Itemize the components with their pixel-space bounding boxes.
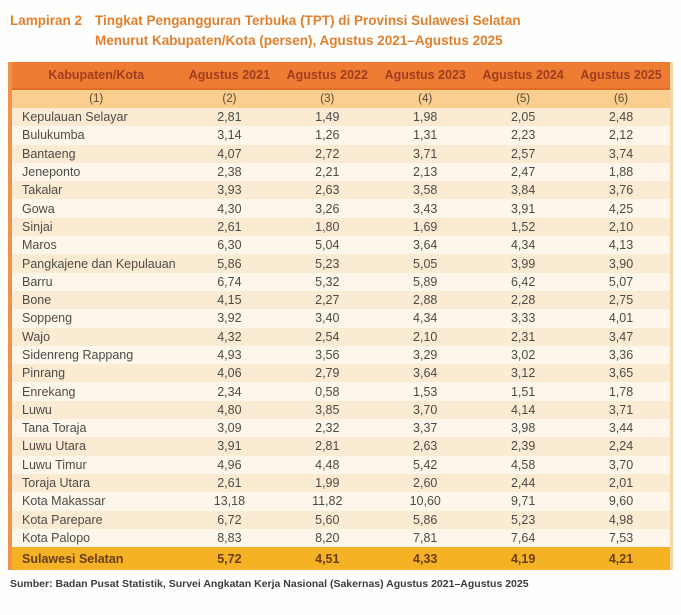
column-index-5: (5): [474, 89, 572, 108]
tpt-value: 7,81: [376, 529, 474, 547]
tpt-value: 1,78: [572, 382, 670, 400]
tpt-value: 2,88: [376, 291, 474, 309]
tpt-value: 3,84: [474, 181, 572, 199]
tpt-value: 4,80: [180, 401, 278, 419]
tpt-value: 3,47: [572, 328, 670, 346]
table-row: [12, 218, 670, 236]
title-block: [8, 11, 673, 51]
table-row: [12, 126, 670, 144]
tpt-value: 3,64: [376, 364, 474, 382]
tpt-value: 4,48: [278, 456, 376, 474]
region-name: Toraja Utara: [12, 474, 180, 492]
tpt-value: 2,47: [474, 163, 572, 181]
tpt-value: 2,10: [572, 218, 670, 236]
tpt-value: 2,60: [376, 474, 474, 492]
tpt-value: 5,89: [376, 273, 474, 291]
table-row: [12, 309, 670, 327]
tpt-value: 0,58: [278, 382, 376, 400]
region-name: Bulukumba: [12, 126, 180, 144]
table-row: [12, 419, 670, 437]
tpt-value: 5,42: [376, 456, 474, 474]
tpt-value: 3,92: [180, 309, 278, 327]
table-row: [12, 291, 670, 309]
region-name: Pangkajene dan Kepulauan: [12, 254, 180, 272]
tpt-value: 3,09: [180, 419, 278, 437]
table-row: [12, 181, 670, 199]
tpt-value: 5,23: [474, 511, 572, 529]
tpt-value: 3,90: [572, 254, 670, 272]
table-row: [12, 492, 670, 510]
tpt-value: 3,12: [474, 364, 572, 382]
tpt-value: 5,32: [278, 273, 376, 291]
tpt-value: 4,15: [180, 291, 278, 309]
total-row: [12, 547, 670, 570]
tpt-value: 2,28: [474, 291, 572, 309]
tpt-value: 5,05: [376, 254, 474, 272]
tpt-value: 3,02: [474, 346, 572, 364]
region-name: Takalar: [12, 181, 180, 199]
tpt-value: 4,07: [180, 145, 278, 163]
tpt-value: 3,70: [376, 401, 474, 419]
table-row: [12, 199, 670, 217]
column-index-row: [12, 89, 670, 108]
region-name: Wajo: [12, 328, 180, 346]
table-row: [12, 437, 670, 455]
tpt-value: 5,23: [278, 254, 376, 272]
tpt-value: 2,79: [278, 364, 376, 382]
region-name: Gowa: [12, 199, 180, 217]
tpt-value: 4,34: [376, 309, 474, 327]
page-title-line1: Tingkat Pengangguran Terbuka (TPT) di Provinsi Sulawesi Selatan: [95, 13, 521, 28]
region-name: Sinjai: [12, 218, 180, 236]
tpt-value: 11,82: [278, 492, 376, 510]
tpt-value: 2,23: [474, 126, 572, 144]
table-row: [12, 346, 670, 364]
tpt-value: 3,71: [572, 401, 670, 419]
tpt-value: 3,98: [474, 419, 572, 437]
tpt-value: 5,60: [278, 511, 376, 529]
page-title: [95, 11, 521, 51]
region-name: Luwu Timur: [12, 456, 180, 474]
tpt-value: 4,93: [180, 346, 278, 364]
column-header-aug2024: Agustus 2024: [474, 62, 572, 89]
tpt-value: 5,07: [572, 273, 670, 291]
column-header-row: [12, 62, 670, 89]
tpt-value: 9,60: [572, 492, 670, 510]
tpt-value: 4,25: [572, 199, 670, 217]
region-name: Kota Parepare: [12, 511, 180, 529]
tpt-value: 5,86: [180, 254, 278, 272]
page-title-line2: Menurut Kabupaten/Kota (persen), Agustus 2021–Agustus 2025: [95, 33, 503, 48]
table-header: [12, 62, 670, 108]
tpt-value: 4,06: [180, 364, 278, 382]
region-name: Kepulauan Selayar: [12, 108, 180, 126]
tpt-value: 1,49: [278, 108, 376, 126]
tpt-value: 3,56: [278, 346, 376, 364]
region-name: Enrekang: [12, 382, 180, 400]
tpt-value: 1,26: [278, 126, 376, 144]
column-index-3: (3): [278, 89, 376, 108]
region-name: Soppeng: [12, 309, 180, 327]
tpt-value: 1,98: [376, 108, 474, 126]
tpt-value: 2,48: [572, 108, 670, 126]
tpt-value: 2,81: [278, 437, 376, 455]
tpt-value: 3,93: [180, 181, 278, 199]
tpt-value: 9,71: [474, 492, 572, 510]
tpt-value: 2,63: [278, 181, 376, 199]
tpt-value: 3,58: [376, 181, 474, 199]
tpt-value: 2,05: [474, 108, 572, 126]
tpt-value: 2,24: [572, 437, 670, 455]
tpt-value: 10,60: [376, 492, 474, 510]
total-value: 4,19: [474, 547, 572, 570]
column-index-2: (2): [180, 89, 278, 108]
region-name: Barru: [12, 273, 180, 291]
tpt-value: 1,80: [278, 218, 376, 236]
tpt-value: 3,76: [572, 181, 670, 199]
table-row: [12, 254, 670, 272]
tpt-value: 3,64: [376, 236, 474, 254]
column-index-1: (1): [12, 89, 180, 108]
tpt-value: 1,88: [572, 163, 670, 181]
tpt-value: 2,12: [572, 126, 670, 144]
tpt-value: 2,21: [278, 163, 376, 181]
tpt-value: 3,37: [376, 419, 474, 437]
tpt-value: 4,30: [180, 199, 278, 217]
tpt-value: 2,72: [278, 145, 376, 163]
region-name: Kota Makassar: [12, 492, 180, 510]
table-row: [12, 529, 670, 547]
region-name: Luwu: [12, 401, 180, 419]
tpt-value: 2,31: [474, 328, 572, 346]
column-index-6: (6): [572, 89, 670, 108]
source-note: Sumber: Badan Pusat Statistik, Survei Angkatan Kerja Nasional (Sakernas) Agustus 2021–Agustus 2025: [10, 578, 529, 591]
total-value: 5,72: [180, 547, 278, 570]
tpt-value: 4,98: [572, 511, 670, 529]
tpt-value: 2,10: [376, 328, 474, 346]
total-row-name: Sulawesi Selatan: [12, 547, 180, 570]
tpt-value: 2,01: [572, 474, 670, 492]
total-value: 4,51: [278, 547, 376, 570]
tpt-value: 1,51: [474, 382, 572, 400]
tpt-value: 2,34: [180, 382, 278, 400]
region-name: Bone: [12, 291, 180, 309]
tpt-value: 2,54: [278, 328, 376, 346]
total-value: 4,21: [572, 547, 670, 570]
table-row: [12, 328, 670, 346]
region-name: Maros: [12, 236, 180, 254]
table-row: [12, 364, 670, 382]
tpt-table: [12, 62, 670, 570]
tpt-value: 2,81: [180, 108, 278, 126]
tpt-value: 3,74: [572, 145, 670, 163]
tpt-value: 1,99: [278, 474, 376, 492]
tpt-value: 2,13: [376, 163, 474, 181]
table-row: [12, 273, 670, 291]
tpt-value: 3,91: [180, 437, 278, 455]
tpt-value: 4,14: [474, 401, 572, 419]
tpt-value: 1,69: [376, 218, 474, 236]
tpt-value: 4,13: [572, 236, 670, 254]
tpt-value: 4,58: [474, 456, 572, 474]
tpt-value: 3,29: [376, 346, 474, 364]
tpt-value: 2,57: [474, 145, 572, 163]
tpt-table-wrap: [8, 62, 673, 570]
tpt-value: 8,83: [180, 529, 278, 547]
tpt-value: 2,39: [474, 437, 572, 455]
tpt-value: 3,36: [572, 346, 670, 364]
table-row: [12, 236, 670, 254]
tpt-value: 3,99: [474, 254, 572, 272]
tpt-value: 2,44: [474, 474, 572, 492]
region-name: Kota Palopo: [12, 529, 180, 547]
tpt-value: 1,52: [474, 218, 572, 236]
column-header-region: Kabupaten/Kota: [12, 62, 180, 89]
column-index-4: (4): [376, 89, 474, 108]
table-row: [12, 145, 670, 163]
tpt-value: 6,74: [180, 273, 278, 291]
tpt-value: 6,72: [180, 511, 278, 529]
table-body: [12, 108, 670, 547]
region-name: Bantaeng: [12, 145, 180, 163]
tpt-value: 2,75: [572, 291, 670, 309]
tpt-value: 6,30: [180, 236, 278, 254]
tpt-value: 5,86: [376, 511, 474, 529]
tpt-value: 3,85: [278, 401, 376, 419]
tpt-value: 3,71: [376, 145, 474, 163]
column-header-aug2022: Agustus 2022: [278, 62, 376, 89]
tpt-value: 7,53: [572, 529, 670, 547]
tpt-value: 1,31: [376, 126, 474, 144]
table-row: [12, 382, 670, 400]
tpt-value: 3,70: [572, 456, 670, 474]
tpt-value: 3,65: [572, 364, 670, 382]
tpt-value: 4,96: [180, 456, 278, 474]
table-footer: [12, 547, 670, 570]
column-header-aug2021: Agustus 2021: [180, 62, 278, 89]
tpt-value: 6,42: [474, 273, 572, 291]
column-header-aug2023: Agustus 2023: [376, 62, 474, 89]
tpt-value: 3,91: [474, 199, 572, 217]
tpt-value: 8,20: [278, 529, 376, 547]
table-row: [12, 456, 670, 474]
tpt-value: 4,34: [474, 236, 572, 254]
region-name: Luwu Utara: [12, 437, 180, 455]
tpt-value: 3,26: [278, 199, 376, 217]
tpt-value: 1,53: [376, 382, 474, 400]
tpt-value: 4,01: [572, 309, 670, 327]
table-row: [12, 474, 670, 492]
table-row: [12, 401, 670, 419]
tpt-value: 2,27: [278, 291, 376, 309]
tpt-value: 2,61: [180, 218, 278, 236]
tpt-value: 2,32: [278, 419, 376, 437]
region-name: Tana Toraja: [12, 419, 180, 437]
tpt-value: 3,14: [180, 126, 278, 144]
region-name: Pinrang: [12, 364, 180, 382]
tpt-value: 3,40: [278, 309, 376, 327]
table-row: [12, 108, 670, 126]
table-row: [12, 163, 670, 181]
tpt-value: 4,32: [180, 328, 278, 346]
table-row: [12, 511, 670, 529]
region-name: Jeneponto: [12, 163, 180, 181]
tpt-value: 2,61: [180, 474, 278, 492]
region-name: Sidenreng Rappang: [12, 346, 180, 364]
tpt-value: 5,04: [278, 236, 376, 254]
tpt-value: 3,44: [572, 419, 670, 437]
tpt-value: 3,33: [474, 309, 572, 327]
tpt-value: 2,63: [376, 437, 474, 455]
tpt-value: 2,38: [180, 163, 278, 181]
tpt-value: 7,64: [474, 529, 572, 547]
column-header-aug2025: Agustus 2025: [572, 62, 670, 89]
tpt-value: 13,18: [180, 492, 278, 510]
total-value: 4,33: [376, 547, 474, 570]
appendix-label: Lampiran 2: [10, 13, 83, 28]
tpt-value: 3,43: [376, 199, 474, 217]
